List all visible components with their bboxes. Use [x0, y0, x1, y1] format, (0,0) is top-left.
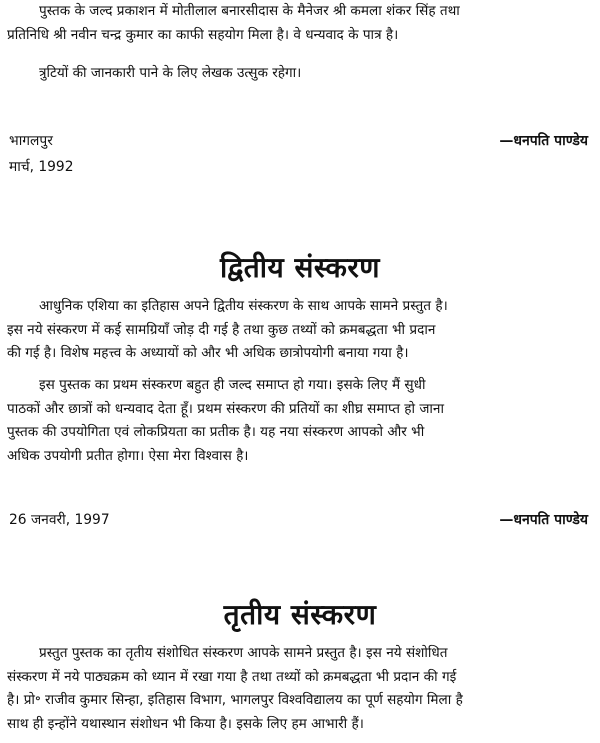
text-line: संस्करण में नये पाठ्यक्रम को ध्यान में रखा गया है तथा तथ्यों को क्रमबद्धता भी प्रदान की गई [7, 668, 457, 685]
text-line: आधुनिक एशिया का इतिहास अपने द्वितीय संस्करण के साथ आपके सामने प्रस्तुत है। [39, 298, 448, 314]
text-line: अधिक उपयोगी प्रतीत होगा। ऐसा मेरा विश्वास है। [7, 447, 249, 464]
text-line: पुस्तक की उपयोगिता एवं लोकप्रियता का प्रतीक है। यह नया संस्करण आपको और भी [7, 424, 425, 440]
acknowledgement-paragraph [7, 0, 593, 47]
text-line: प्रस्तुत पुस्तक का तृतीय संशोधित संस्करण आपके सामने प्रस्तुत है। इस नये संशोधित [39, 645, 448, 661]
errata-note [7, 62, 593, 86]
second-edition-paragraph-1 [7, 295, 593, 366]
signature-place: भागलपुर [9, 133, 53, 149]
text-line: इस पुस्तक का प्रथम संस्करण बहुत ही जल्द समाप्त हो गया। इसके लिए मैं सुधी [39, 377, 426, 393]
author-signature: —धनपति पाण्डेय [499, 512, 588, 528]
text-line: इस नये संस्करण में कई सामग्रियाँ जोड़ दी गई है तथा कुछ तथ्यों को क्रमबद्धता भी प्रदान [7, 321, 436, 338]
text-line: पाठकों और छात्रों को धन्यवाद देता हूँ। प्रथम संस्करण की प्रतियों का शीघ्र समाप्त हो जाना [7, 400, 444, 417]
text-line: प्रतिनिधि श्री नवीन चन्द्र कुमार का काफी सहयोग मिला है। वे धन्यवाद के पात्र है। [7, 26, 399, 43]
text-line: साथ ही इन्होंने यथास्थान संशोधन भी किया है। इसके लिए हम आभारी हैं। [7, 715, 364, 732]
section-heading-second-edition: द्वितीय संस्करण [219, 251, 381, 284]
text-line: है। प्रो॰ राजीव कुमार सिन्हा, इतिहास विभाग, भागलपुर विश्वविद्यालय का पूर्ण सहयोग मिला है [7, 692, 463, 708]
third-edition-paragraph-1 [7, 642, 593, 736]
signature-date: मार्च, 1992 [9, 159, 74, 175]
author-signature: —धनपति पाण्डेय [499, 133, 588, 149]
text-line: त्रुटियों की जानकारी पाने के लिए लेखक उत्सुक रहेगा। [39, 65, 302, 81]
text-line: पुस्तक के जल्द प्रकाशन में मोतीलाल बनारसीदास के मैनेजर श्री कमला शंकर सिंह तथा [39, 3, 460, 19]
second-edition-paragraph-2 [7, 374, 593, 468]
section-heading-third-edition: तृतीय संस्करण [223, 598, 377, 631]
signature-date: 26 जनवरी, 1997 [9, 512, 110, 528]
text-line: की गई है। विशेष महत्त्व के अध्यायों को और भी अधिक छात्रोपयोगी बनाया गया है। [7, 345, 409, 361]
